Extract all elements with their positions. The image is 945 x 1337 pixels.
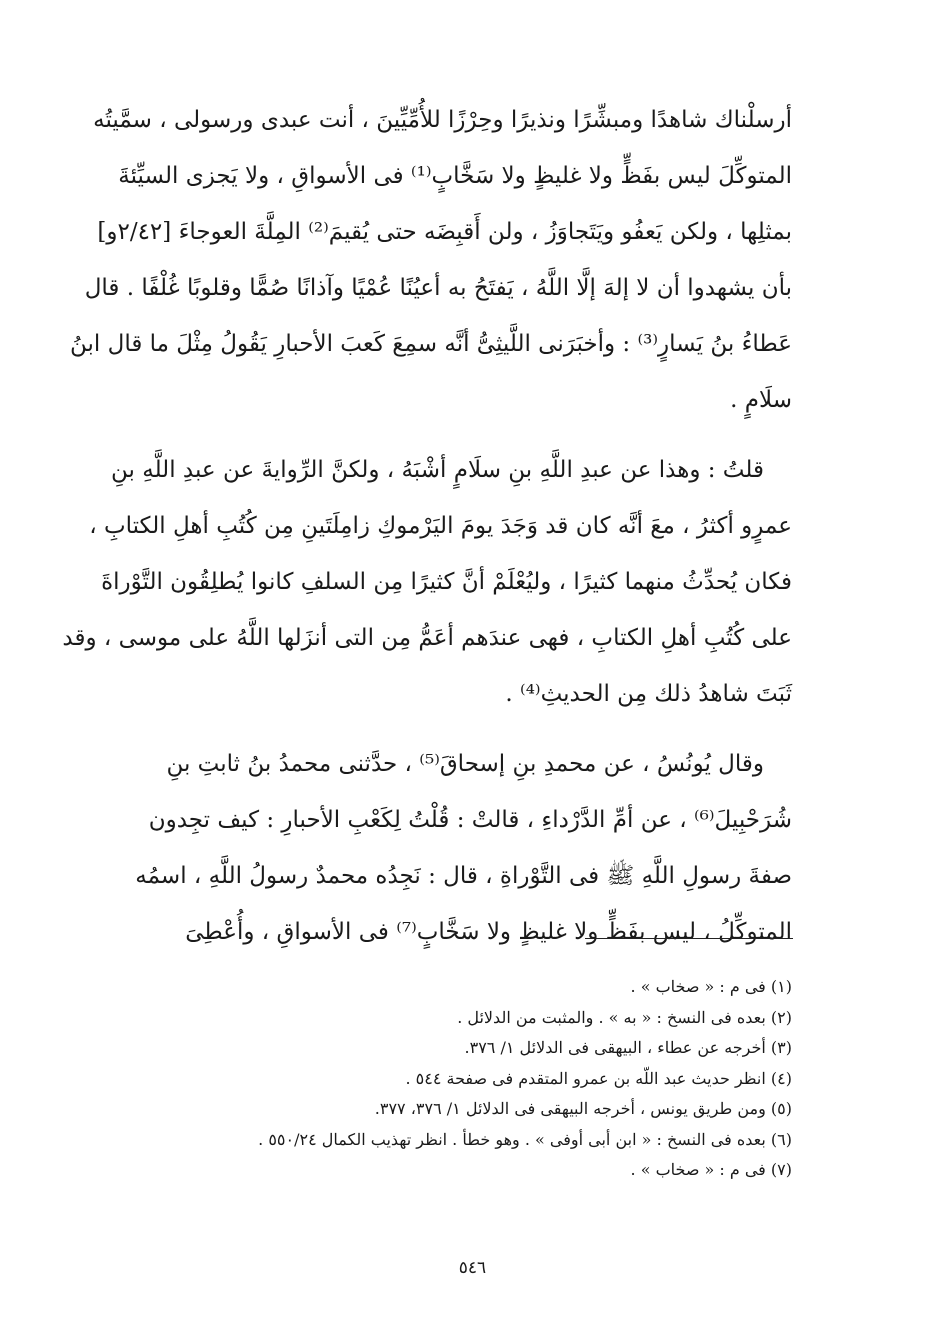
text-line: ثَبَتَ شاهدُ ذلك مِن الحديثِ⁽⁴⁾ . bbox=[505, 681, 792, 707]
text-line: بأن يشهدوا أن لا إلهَ إلَّا اللَّهُ ، يَفتَحُ به أعيُنًا عُمْيًا وآذانًا صُمًّا وقلوبًا غُلْفًا . قال bbox=[84, 275, 792, 301]
text-line: قلتُ : وهذا عن عبدِ اللَّهِ بنِ سلَامٍ أشْبَهُ ، ولكنَّ الرِّوايةَ عن عبدِ اللَّهِ بنِ bbox=[111, 457, 764, 483]
text-line: المتوكِّلَ ليس بفَظٍّ ولا غليظٍ ولا سَخَّابٍ⁽¹⁾ فى الأسواقِ ، ولا يَجزى السيِّئةَ bbox=[118, 163, 792, 189]
text-line: سلَامٍ . bbox=[730, 387, 792, 413]
paragraph-1 bbox=[70, 92, 792, 428]
text-line: أرسلْناك شاهدًا ومبشِّرًا ونذيرًا وحِرْزًا للأُمِّيِّينَ ، أنت عبدى ورسولى ، سمَّيتُه bbox=[93, 107, 792, 133]
text-line: فكان يُحدِّثُ منهما كثيرًا ، وليُعْلَمْ أنَّ كثيرًا مِن السلفِ كانوا يُطلِقُون التَّوْراةَ bbox=[101, 569, 792, 595]
text-line: شُرَحْبِيلَ⁽⁶⁾ ، عن أمِّ الدَّرْداءِ ، قالتْ : قُلْتُ لِكَعْبِ الأحبارِ : كيف تجِدون bbox=[148, 807, 792, 833]
text-line: صفةَ رسولِ اللَّهِ ﷺ فى التَّوْراةِ ، قال : نَجِدُه محمدٌ رسولُ اللَّهِ ، اسمُه bbox=[135, 863, 792, 889]
footnotes bbox=[112, 972, 792, 1186]
text-line: وقال يُونُسُ ، عن محمدِ بنِ إسحاقَ⁽⁵⁾ ، حدَّثنى محمدُ بنُ ثابتِ بنِ bbox=[166, 751, 764, 777]
footnote-3: (٣) أخرجه عن عطاء ، البيهقى فى الدلائل ١/ ٣٧٦. bbox=[464, 1038, 792, 1057]
main-text bbox=[62, 92, 792, 960]
text-line: عمرٍو أكثرُ ، معَ أنَّه كان قد وَجَدَ يومَ اليَرْموكِ زامِلَتَينِ مِن كُتُبِ أهلِ الكتابِ ، bbox=[89, 513, 792, 539]
paragraph-2 bbox=[62, 442, 792, 722]
text-line: بمثلِها ، ولكن يَعفُو ويَتَجاوَزُ ، ولن أَقبِضَه حتى يُقيمَ⁽²⁾ المِلَّةَ العوجاءَ [٢/٤٢و] bbox=[97, 219, 792, 245]
paragraph-3 bbox=[112, 736, 792, 960]
footnote-4: (٤) انظر حديث عبد اللّه بن عمرو المتقدم فى صفحة ٥٤٤ . bbox=[405, 1068, 792, 1088]
page-number: ٥٤٦ bbox=[458, 1258, 487, 1278]
footnote-separator bbox=[585, 938, 793, 939]
footnote-7: (٧) فى م : « صخاب » . bbox=[630, 1160, 792, 1179]
footnote-5: (٥) ومن طريق يونس ، أخرجه البيهقى فى الدلائل ١/ ٣٧٦، ٣٧٧. bbox=[374, 1099, 792, 1118]
text-line: على كُتُبِ أهلِ الكتابِ ، فهى عندَهم أعَمُّ مِن التى أنزَلها اللَّهُ على موسى ، وقد bbox=[62, 625, 792, 651]
footnote-1: (١) فى م : « صخاب » . bbox=[630, 977, 792, 996]
text-line: المتوكِّلُ ، ليس بفَظٍّ ولا غليظٍ ولا سَخَّابٍ⁽⁷⁾ فى الأسواقِ ، وأُعْطِىَ bbox=[185, 919, 792, 945]
text-line: عَطاءُ بنُ يَسارٍ⁽³⁾ : وأخبَرَنى اللَّيثِىُّ أنَّه سمِعَ كَعبَ الأحبارِ يَقُولُ مِثْلَ ما قال ابنُ bbox=[70, 331, 792, 357]
footnote-2: (٢) بعده فى النسخ : « به » . والمثبت من الدلائل . bbox=[457, 1007, 792, 1027]
footnote-6: (٦) بعده فى النسخ : « ابن أبى أوفى » . وهو خطأ . انظر تهذيب الكمال ٥٥٠/٢٤ . bbox=[258, 1129, 792, 1149]
